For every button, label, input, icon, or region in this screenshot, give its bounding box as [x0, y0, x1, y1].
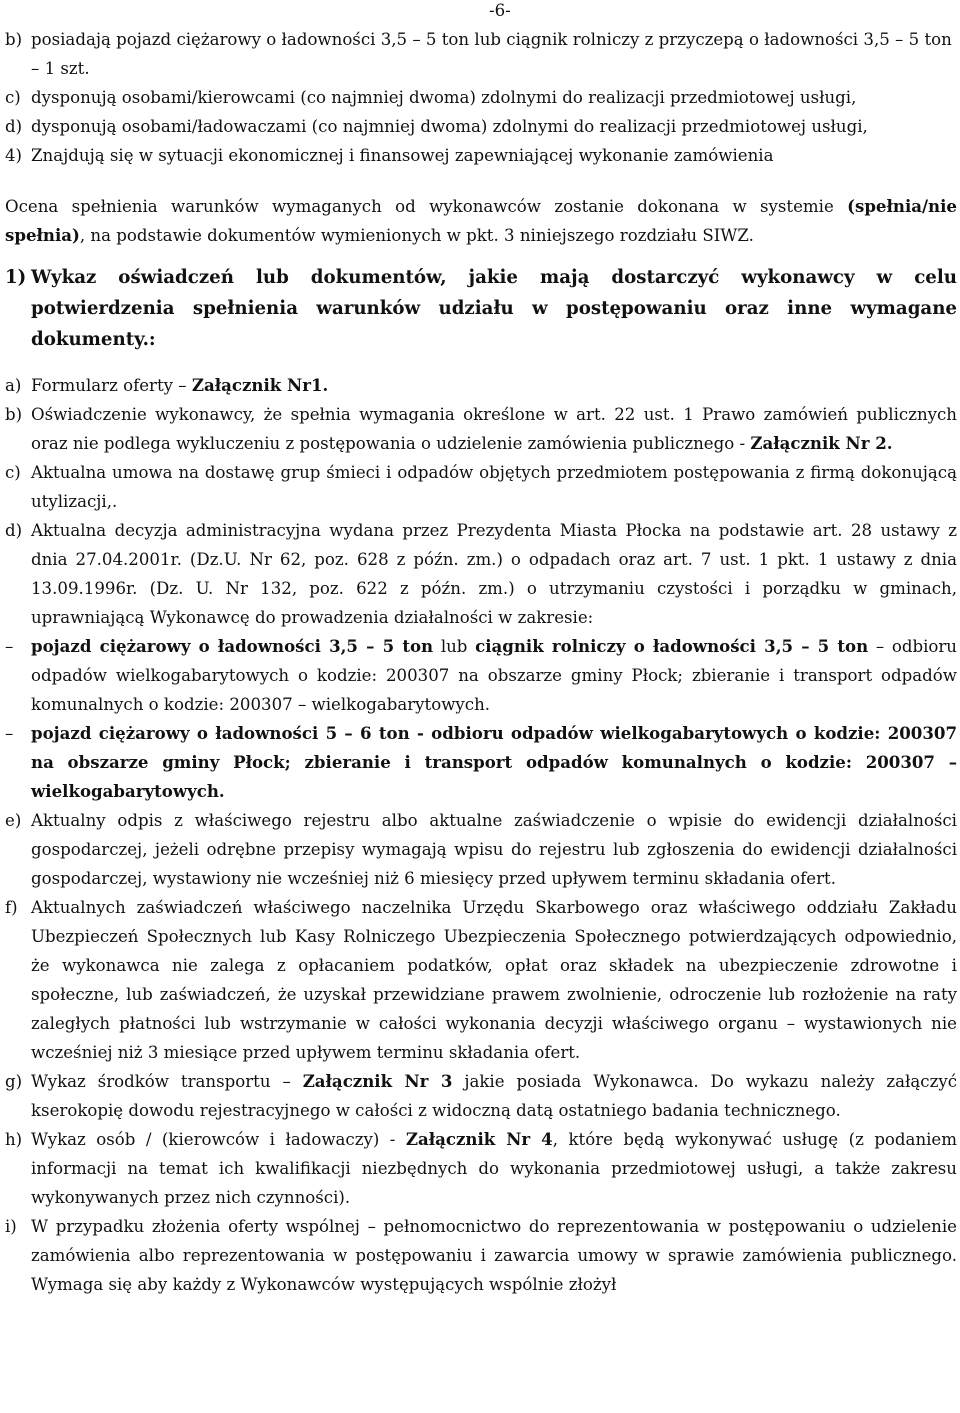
item-label: h)	[5, 1130, 23, 1149]
doc-dash-2: – pojazd ciężarowy o ładowności 5 – 6 ton - odbioru odpadów wielkogabarytowych o kodzie: 200307 na obszarze gminy Płock; zbieranie i transport odpadów komunalnych o kodzie: 200307 – wielkogabarytowych.	[5, 719, 957, 806]
condition-b	[5, 25, 957, 83]
doc-e: e) Aktualny odpis z właściwego rejestru albo aktualne zaświadczenie o wpisie do ewidencji działalności gospodarczej, jeżeli odrębne przepisy wymagają wpisu do rejestru lub zgłoszenia do ewidencji działalności gospodarczej, wystawiony nie wcześniej niż 6 miesięcy przed upływem terminu składania ofert.	[5, 806, 957, 893]
doc-g: g) Wykaz środków transportu – Załącznik Nr 3 jakie posiada Wykonawca. Do wykazu należy załączyć kserokopię dowodu rejestracyjnego w całości z widoczną datą ostatniego badania technicznego.	[5, 1067, 957, 1125]
item-text: dysponują osobami/kierowcami (co najmniej dwoma) zdolnymi do realizacji przedmiotowej usługi,	[31, 88, 857, 107]
item-label: g)	[5, 1072, 23, 1091]
item-label: 4)	[5, 146, 23, 165]
dash-bullet: –	[5, 637, 14, 656]
item-label: e)	[5, 811, 22, 830]
section-heading	[5, 262, 957, 355]
item-label: b)	[5, 405, 23, 424]
item-text: dysponują osobami/ładowaczami (co najmniej dwoma) zdolnymi do realizacji przedmiotowej usługi,	[31, 117, 868, 136]
item-label: d)	[5, 117, 23, 136]
assessment-bold: (spełnia/nie spełnia)	[5, 196, 957, 245]
doc-a: a) Formularz oferty – Załącznik Nr1.	[5, 371, 957, 400]
item-label: b)	[5, 30, 23, 49]
condition-d	[5, 112, 957, 141]
dash-bullet: –	[5, 724, 14, 743]
item-text: Znajdują się w sytuacji ekonomicznej i finansowej zapewniającej wykonanie zamówienia	[31, 146, 774, 165]
item-label: f)	[5, 898, 18, 917]
condition-c	[5, 83, 957, 112]
doc-c: c) Aktualna umowa na dostawę grup śmieci i odpadów objętych przedmiotem postępowania z firmą dokonującą utylizacji,.	[5, 458, 957, 516]
item-label: c)	[5, 88, 21, 107]
item-label: a)	[5, 376, 22, 395]
doc-f: f) Aktualnych zaświadczeń właściwego naczelnika Urzędu Skarbowego oraz właściwego oddziału Zakładu Ubezpieczeń Społecznych lub Kasy Rolniczego Ubezpieczenia Społecznego potwierdzających odpowiednio, że wykonawca nie zalega z opłacaniem podatków, opłat oraz składek na ubezpieczenie zdrowotne i społeczne, lub zaświadczeń, że uzyskał przewidziane prawem zwolnienie, odroczenie lub rozłożenie na raty zaległych płatności lub wstrzymanie w całości wykonania decyzji właściwego organu – wystawionych nie wcześniej niż 3 miesiące przed upływem terminu składania ofert.	[5, 893, 957, 1067]
item-text: posiadają pojazd ciężarowy o ładowności 3,5 – 5 ton lub ciągnik rolniczy z przyczepą o ładowności 3,5 – 5 ton – 1 szt.	[31, 30, 952, 78]
page-number: -6-	[489, 1, 511, 20]
section-heading-text: Wykaz oświadczeń lub dokumentów, jakie mają dostarczyć wykonawcy w celu potwierdzenia spełnienia warunków udziału w postępowaniu oraz inne wymagane dokumenty.:	[31, 267, 957, 350]
doc-i: i) W przypadku złożenia oferty wspólnej – pełnomocnictwo do reprezentowania w postępowaniu o udzielenie zamówienia albo reprezentowania w postępowaniu i zawarcia umowy w sprawie zamówienia publicznego. Wymaga się aby każdy z Wykonawców występujących wspólnie złożył	[5, 1212, 957, 1299]
document-page	[5, 0, 957, 1299]
assessment-paragraph: Ocena spełnienia warunków wymaganych od wykonawców zostanie dokonana w systemie (spełnia/nie spełnia), na podstawie dokumentów wymienionych w pkt. 3 niniejszego rozdziału SIWZ.	[5, 196, 957, 245]
item-label: c)	[5, 463, 21, 482]
item-label: i)	[5, 1217, 17, 1236]
doc-h: h) Wykaz osób / (kierowców i ładowaczy) - Załącznik Nr 4, które będą wykonywać usługę (z podaniem informacji na temat ich kwalifikacji niezbędnych do wykonania przedmiotowej usługi, a także zakresu wykonywanych przez nich czynności).	[5, 1125, 957, 1212]
doc-d: d) Aktualna decyzja administracyjna wydana przez Prezydenta Miasta Płocka na podstawie art. 28 ustawy z dnia 27.04.2001r. (Dz.U. Nr 62, poz. 628 z późn. zm.) o odpadach oraz art. 7 ust. 1 pkt. 1 ustawy z dnia 13.09.1996r. (Dz. U. Nr 132, poz. 622 z późn. zm.) o utrzymaniu czystości i porządku w gminach, uprawniającą Wykonawcę do prowadzenia działalności w zakresie:	[5, 516, 957, 632]
item-label: d)	[5, 521, 23, 540]
section-label: 1)	[5, 267, 27, 288]
doc-b: b) Oświadczenie wykonawcy, że spełnia wymagania określone w art. 22 ust. 1 Prawo zamówień publicznych oraz nie podlega wykluczeniu z postępowania o udzielenie zamówienia publicznego - Załącznik Nr 2.	[5, 400, 957, 458]
condition-4	[5, 141, 957, 170]
doc-dash-1: – pojazd ciężarowy o ładowności 3,5 – 5 ton lub ciągnik rolniczy o ładowności 3,5 – 5 ton – odbioru odpadów wielkogabarytowych o kodzie: 200307 na obszarze gminy Płock; zbieranie i transport odpadów komunalnych o kodzie: 200307 – wielkogabarytowych.	[5, 632, 957, 719]
